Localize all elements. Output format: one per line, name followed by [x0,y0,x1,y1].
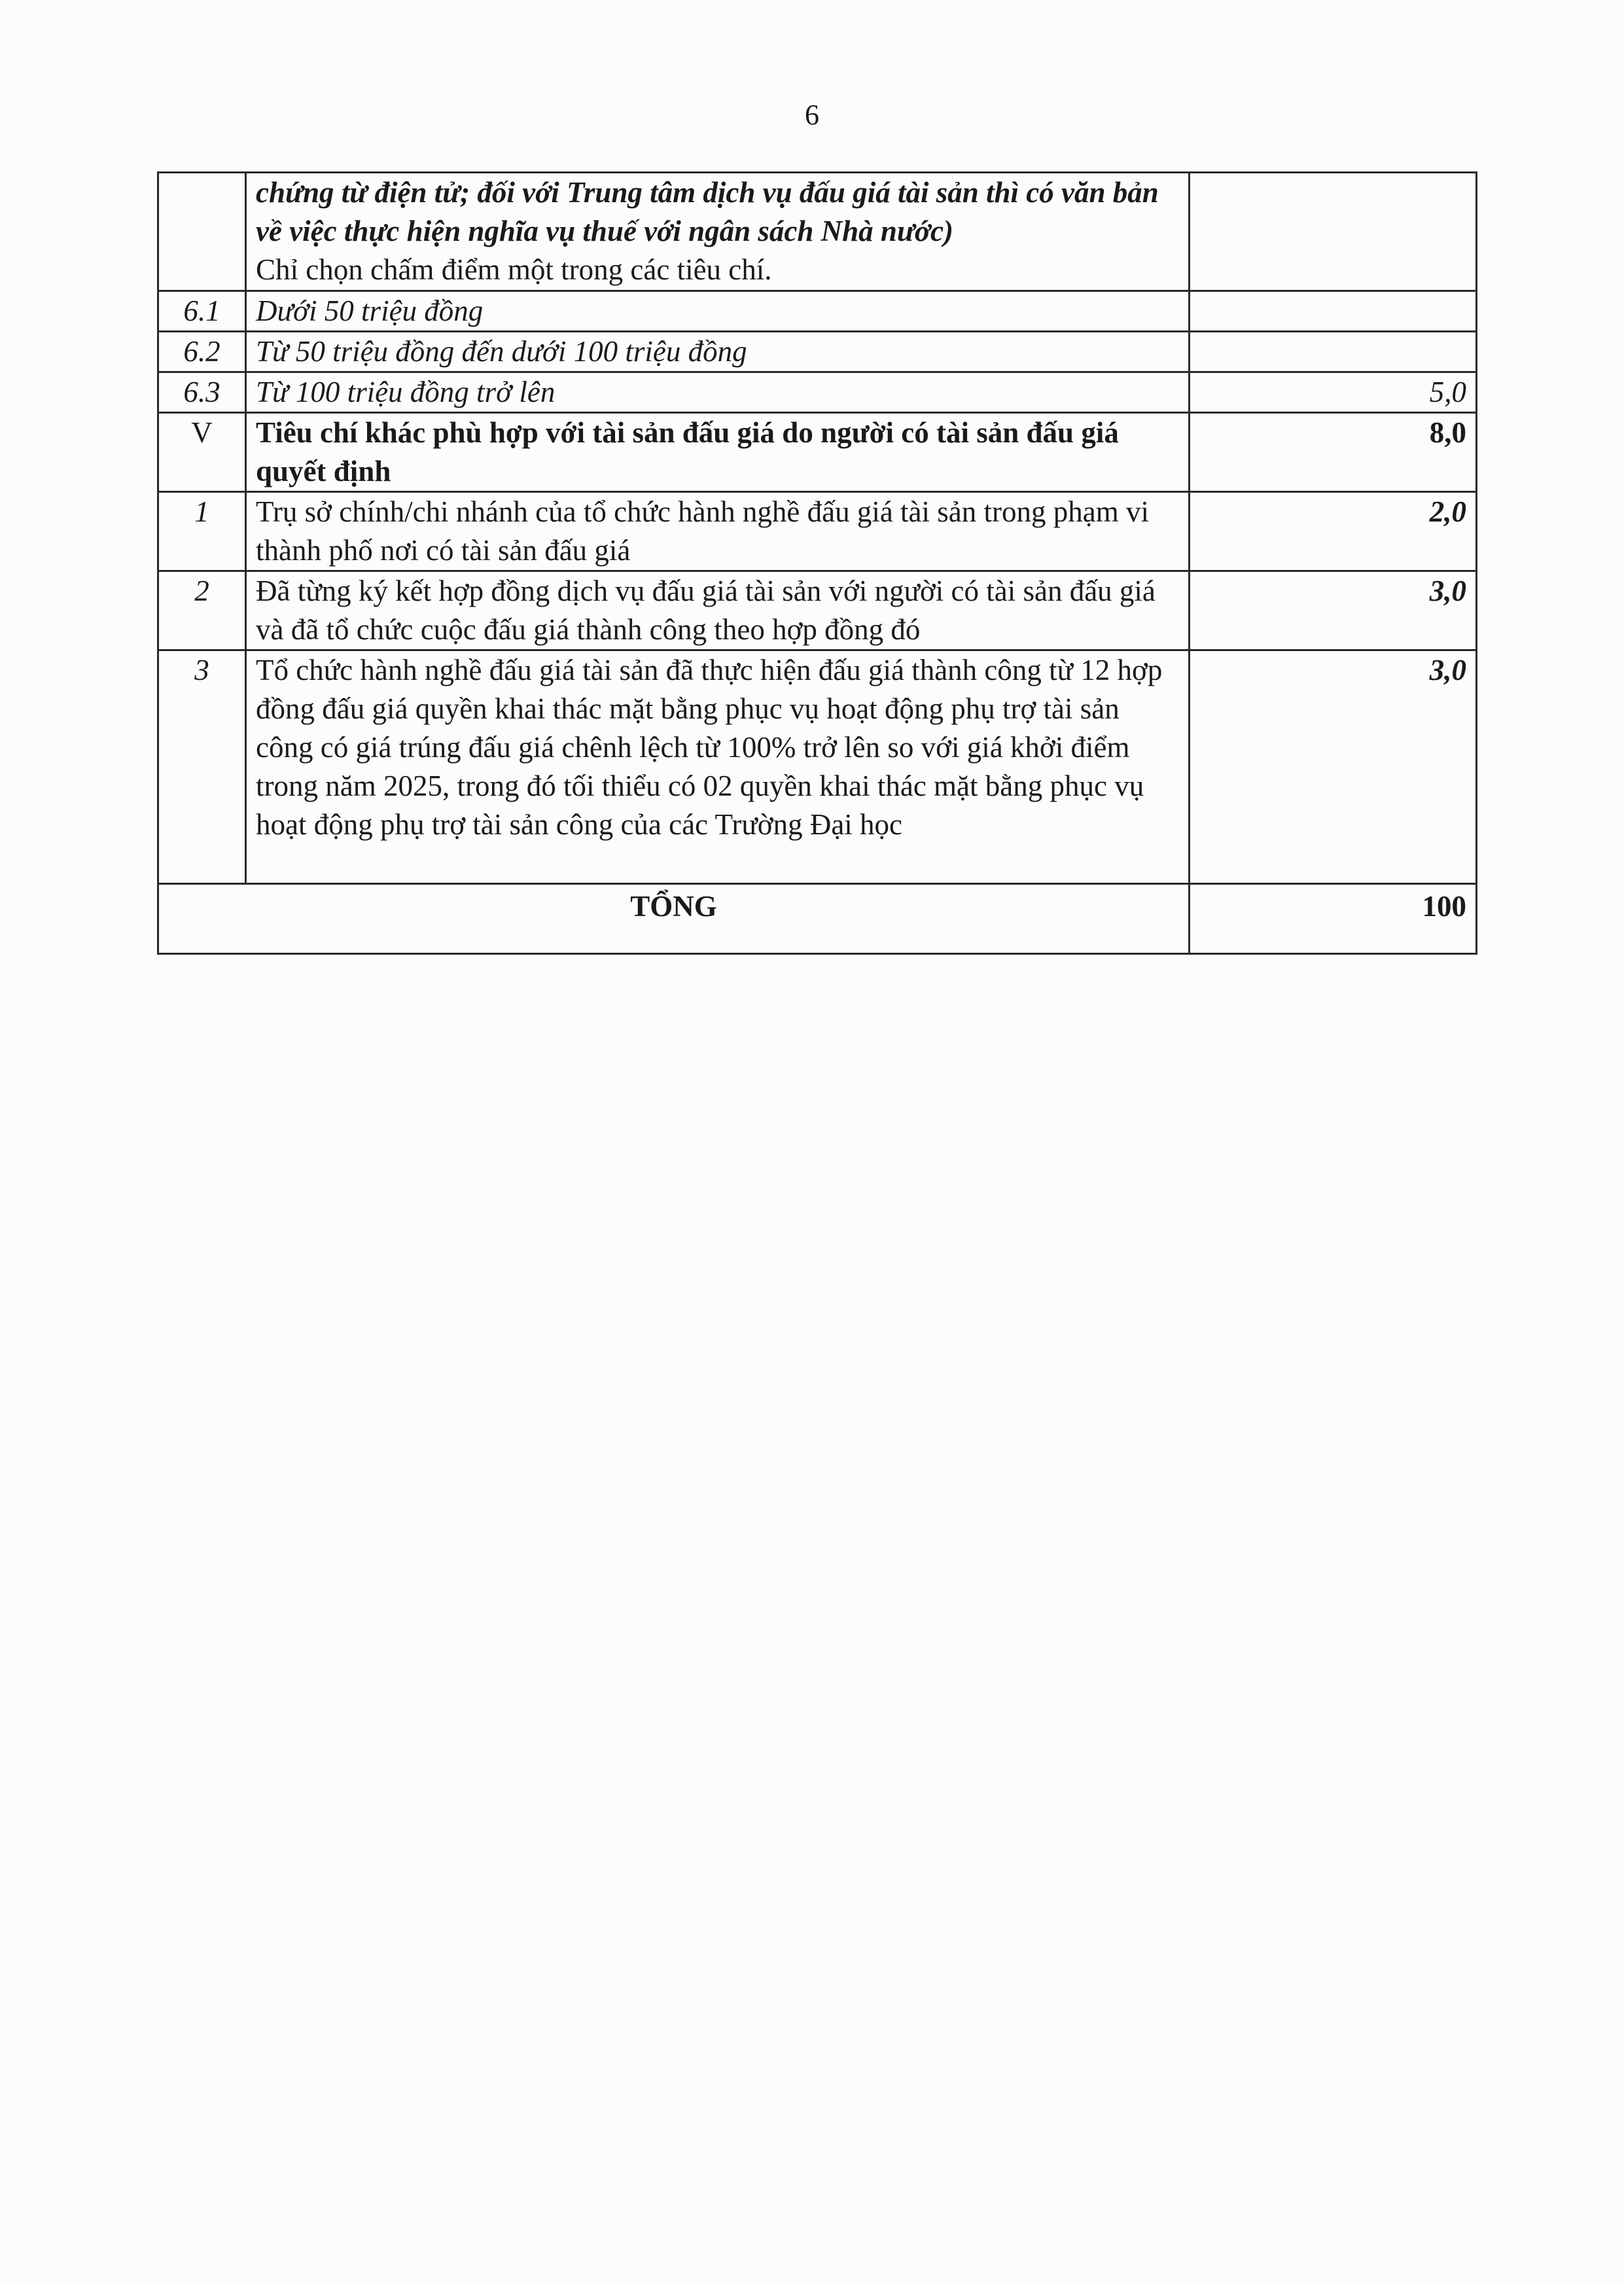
row-number: 6.1 [158,291,246,332]
row-number: 3 [158,650,246,884]
row-number: 6.2 [158,332,246,372]
row-number: V [158,413,246,492]
table-row [158,372,1477,413]
table-total-row [158,884,1477,954]
row-content: Đã từng ký kết hợp đồng dịch vụ đấu giá tài sản với người có tài sản đấu giá và đã tổ chức cuộc đấu giá thành công theo hợp đồng đó [246,571,1190,650]
row-content: Dưới 50 triệu đồng [246,291,1190,332]
row-number: 1 [158,492,246,571]
row-score [1190,332,1477,372]
table-row [158,492,1477,571]
row-score: 3,0 [1190,650,1477,884]
table-row [158,291,1477,332]
page-number: 6 [805,99,819,131]
table-row [158,173,1477,291]
row-number: 2 [158,571,246,650]
row-content: Tiêu chí khác phù hợp với tài sản đấu giá do người có tài sản đấu giá quyết định [246,413,1190,492]
row-score: 8,0 [1190,413,1477,492]
table-row-section [158,413,1477,492]
row-score [1190,173,1477,291]
table-row [158,650,1477,884]
row-score: 5,0 [1190,372,1477,413]
row-content: Từ 100 triệu đồng trở lên [246,372,1190,413]
row-number [158,173,246,291]
row-score: 3,0 [1190,571,1477,650]
scoring-criteria-table [157,171,1477,955]
table-row [158,332,1477,372]
row-content: Trụ sở chính/chi nhánh của tổ chức hành nghề đấu giá tài sản trong phạm vi thành phố nơi có tài sản đấu giá [246,492,1190,571]
row-score: 2,0 [1190,492,1477,571]
row-content [246,173,1190,291]
row-content-note: Chỉ chọn chấm điểm một trong các tiêu chí. [256,253,772,286]
row-number: 6.3 [158,372,246,413]
row-content-continued: chứng từ điện tử; đối với Trung tâm dịch vụ đấu giá tài sản thì có văn bản về việc thực hiện nghĩa vụ thuế với ngân sách Nhà nước) [256,176,1159,247]
total-score: 100 [1190,884,1477,954]
table-row [158,571,1477,650]
row-content: Từ 50 triệu đồng đến dưới 100 triệu đồng [246,332,1190,372]
total-label: TỔNG [158,884,1190,954]
row-score [1190,291,1477,332]
row-content: Tổ chức hành nghề đấu giá tài sản đã thực hiện đấu giá thành công từ 12 hợp đồng đấu giá quyền khai thác mặt bằng phục vụ hoạt động phụ trợ tài sản công có giá trúng đấu giá chênh lệch từ 100% trở lên so với giá khởi điểm trong năm 2025, trong đó tối thiểu có 02 quyền khai thác mặt bằng phục vụ hoạt động phụ trợ tài sản công của các Trường Đại học [246,650,1190,884]
